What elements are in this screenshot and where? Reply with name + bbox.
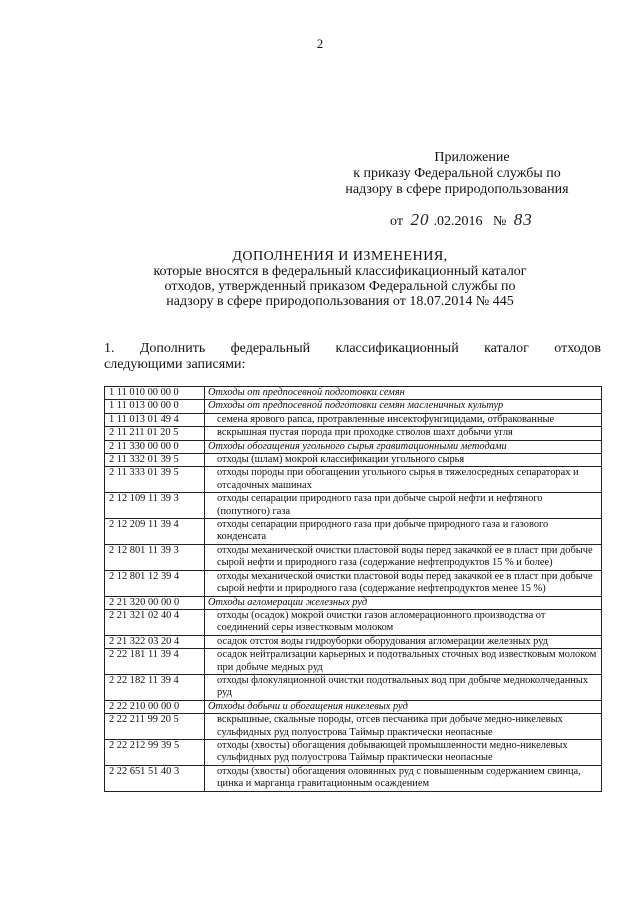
waste-catalog-table bbox=[104, 386, 602, 792]
waste-code-cell: 1 11 013 01 49 4 bbox=[105, 413, 205, 426]
order-date-rest: .02.2016 bbox=[433, 214, 483, 229]
waste-name-cell: вскрышная пустая порода при проходке стволов шахт добычи угля bbox=[205, 427, 602, 440]
table-row bbox=[105, 454, 602, 467]
waste-code-cell: 2 12 801 11 39 3 bbox=[105, 544, 205, 570]
table-row bbox=[105, 635, 602, 648]
appendix-line-1: к приказу Федеральной службы по bbox=[353, 166, 561, 181]
waste-code-cell: 2 22 182 11 39 4 bbox=[105, 674, 205, 700]
order-prefix: от bbox=[390, 214, 403, 229]
table-row bbox=[105, 649, 602, 675]
appendix-title: Приложение bbox=[434, 150, 510, 165]
waste-code-cell: 2 22 181 11 39 4 bbox=[105, 649, 205, 675]
waste-name-cell: отходы (хвосты) обогащения оловянных руд с повышенным содержанием свинца, цинка и марганца гравитационным осаждением bbox=[205, 765, 602, 791]
document-title-line-1: которые вносятся в федеральный классификационный каталог bbox=[153, 264, 527, 279]
waste-code-cell: 2 22 651 51 40 3 bbox=[105, 765, 205, 791]
waste-name-cell: вскрышные, скальные породы, отсев песчаника при добыче медно-никелевых сульфидных руд полуострова Таймыр практически неопасные bbox=[205, 714, 602, 740]
waste-code-cell: 2 21 320 00 00 0 bbox=[105, 596, 205, 609]
waste-name-cell: Отходы от предпосевной подготовки семян масленичных культур bbox=[205, 400, 602, 413]
table-row bbox=[105, 544, 602, 570]
waste-code-cell: 2 11 330 00 00 0 bbox=[105, 440, 205, 453]
table-row bbox=[105, 440, 602, 453]
waste-name-cell: отходы (хвосты) обогащения добывающей промышленности медно-никелевых сульфидных руд полуострова Таймыр практически неопасные bbox=[205, 739, 602, 765]
table-row bbox=[105, 519, 602, 545]
waste-name-cell: Отходы агломерации железных руд bbox=[205, 596, 602, 609]
document-title-line-2: отходов, утвержденный приказом Федеральной службы по bbox=[164, 279, 516, 294]
waste-code-cell: 2 21 322 03 20 4 bbox=[105, 635, 205, 648]
waste-name-cell: осадок нейтрализации карьерных и подотвальных сточных вод известковым молоком при добыче медных руд bbox=[205, 649, 602, 675]
table-row bbox=[105, 609, 602, 635]
order-day-handwritten: 20 bbox=[410, 210, 430, 229]
waste-catalog-body bbox=[105, 387, 602, 792]
waste-code-cell: 2 22 212 99 39 5 bbox=[105, 739, 205, 765]
waste-name-cell: Отходы от предпосевной подготовки семян bbox=[205, 387, 602, 400]
table-row bbox=[105, 400, 602, 413]
waste-name-cell: семена ярового рапса, протравленные инсектофунгицидами, отбракованные bbox=[205, 413, 602, 426]
document-title-line-3: надзору в сфере природопользования от 18.07.2014 № 445 bbox=[166, 294, 514, 309]
order-number-handwritten: 83 bbox=[513, 210, 533, 229]
waste-name-cell: отходы породы при обогащении угольного сырья в тяжелосредных сепараторах и отсадочных машинах bbox=[205, 467, 602, 493]
table-row bbox=[105, 467, 602, 493]
table-row bbox=[105, 427, 602, 440]
intro-paragraph-line-2: следующими записями: bbox=[104, 357, 246, 372]
waste-name-cell: отходы механической очистки пластовой воды перед закачкой ее в пласт при добыче сырой нефти и природного газа (содержание нефтепродуктов менее 15 %) bbox=[205, 570, 602, 596]
waste-code-cell: 2 12 209 11 39 4 bbox=[105, 519, 205, 545]
document-title-main: ДОПОЛНЕНИЯ И ИЗМЕНЕНИЯ, bbox=[232, 249, 448, 264]
waste-name-cell: Отходы обогащения угольного сырья гравитационными методами bbox=[205, 440, 602, 453]
waste-code-cell: 2 11 211 01 20 5 bbox=[105, 427, 205, 440]
waste-code-cell: 2 12 801 12 39 4 bbox=[105, 570, 205, 596]
waste-name-cell: отходы (шлам) мокрой классификации угольного сырья bbox=[205, 454, 602, 467]
waste-code-cell: 1 11 010 00 00 0 bbox=[105, 387, 205, 400]
table-row bbox=[105, 387, 602, 400]
waste-code-cell: 2 12 109 11 39 3 bbox=[105, 493, 205, 519]
order-number-label: № bbox=[492, 214, 507, 229]
table-row bbox=[105, 700, 602, 713]
table-row bbox=[105, 674, 602, 700]
waste-code-cell: 2 21 321 02 40 4 bbox=[105, 609, 205, 635]
waste-name-cell: отходы сепарации природного газа при добыче природного газа и газового конденсата bbox=[205, 519, 602, 545]
document-title bbox=[60, 249, 620, 309]
page-number: 2 bbox=[316, 36, 324, 51]
waste-code-cell: 2 11 333 01 39 5 bbox=[105, 467, 205, 493]
table-row bbox=[105, 570, 602, 596]
waste-code-cell: 2 22 211 99 20 5 bbox=[105, 714, 205, 740]
waste-name-cell: отходы механической очистки пластовой воды перед закачкой ее в пласт при добыче сырой нефти и природного газа (содержание нефтепродуктов 15 % и более) bbox=[205, 544, 602, 570]
table-row bbox=[105, 596, 602, 609]
waste-name-cell: отходы флокуляционной очистки подотвальных вод при добыче медноколчеданных руд bbox=[205, 674, 602, 700]
intro-paragraph-line-1: 1. Дополнить федеральный классификационный каталог отходов bbox=[104, 341, 601, 356]
appendix-line-2: надзору в сфере природопользования bbox=[345, 182, 569, 197]
table-row bbox=[105, 739, 602, 765]
table-row bbox=[105, 493, 602, 519]
waste-name-cell: осадок отстоя воды гидроуборки оборудования агломерации железных руд bbox=[205, 635, 602, 648]
table-row bbox=[105, 765, 602, 791]
table-row bbox=[105, 714, 602, 740]
waste-code-cell: 1 11 013 00 00 0 bbox=[105, 400, 205, 413]
waste-code-cell: 2 22 210 00 00 0 bbox=[105, 700, 205, 713]
waste-name-cell: отходы (осадок) мокрой очистки газов агломерационного производства от соединений серы известковым молоком bbox=[205, 609, 602, 635]
waste-code-cell: 2 11 332 01 39 5 bbox=[105, 454, 205, 467]
appendix-block bbox=[332, 150, 582, 198]
table-row bbox=[105, 413, 602, 426]
waste-name-cell: отходы сепарации природного газа при добыче сырой нефти и нефтяного (попутного) газа bbox=[205, 493, 602, 519]
waste-name-cell: Отходы добычи и обогащения никелевых руд bbox=[205, 700, 602, 713]
order-date-line bbox=[390, 210, 537, 230]
